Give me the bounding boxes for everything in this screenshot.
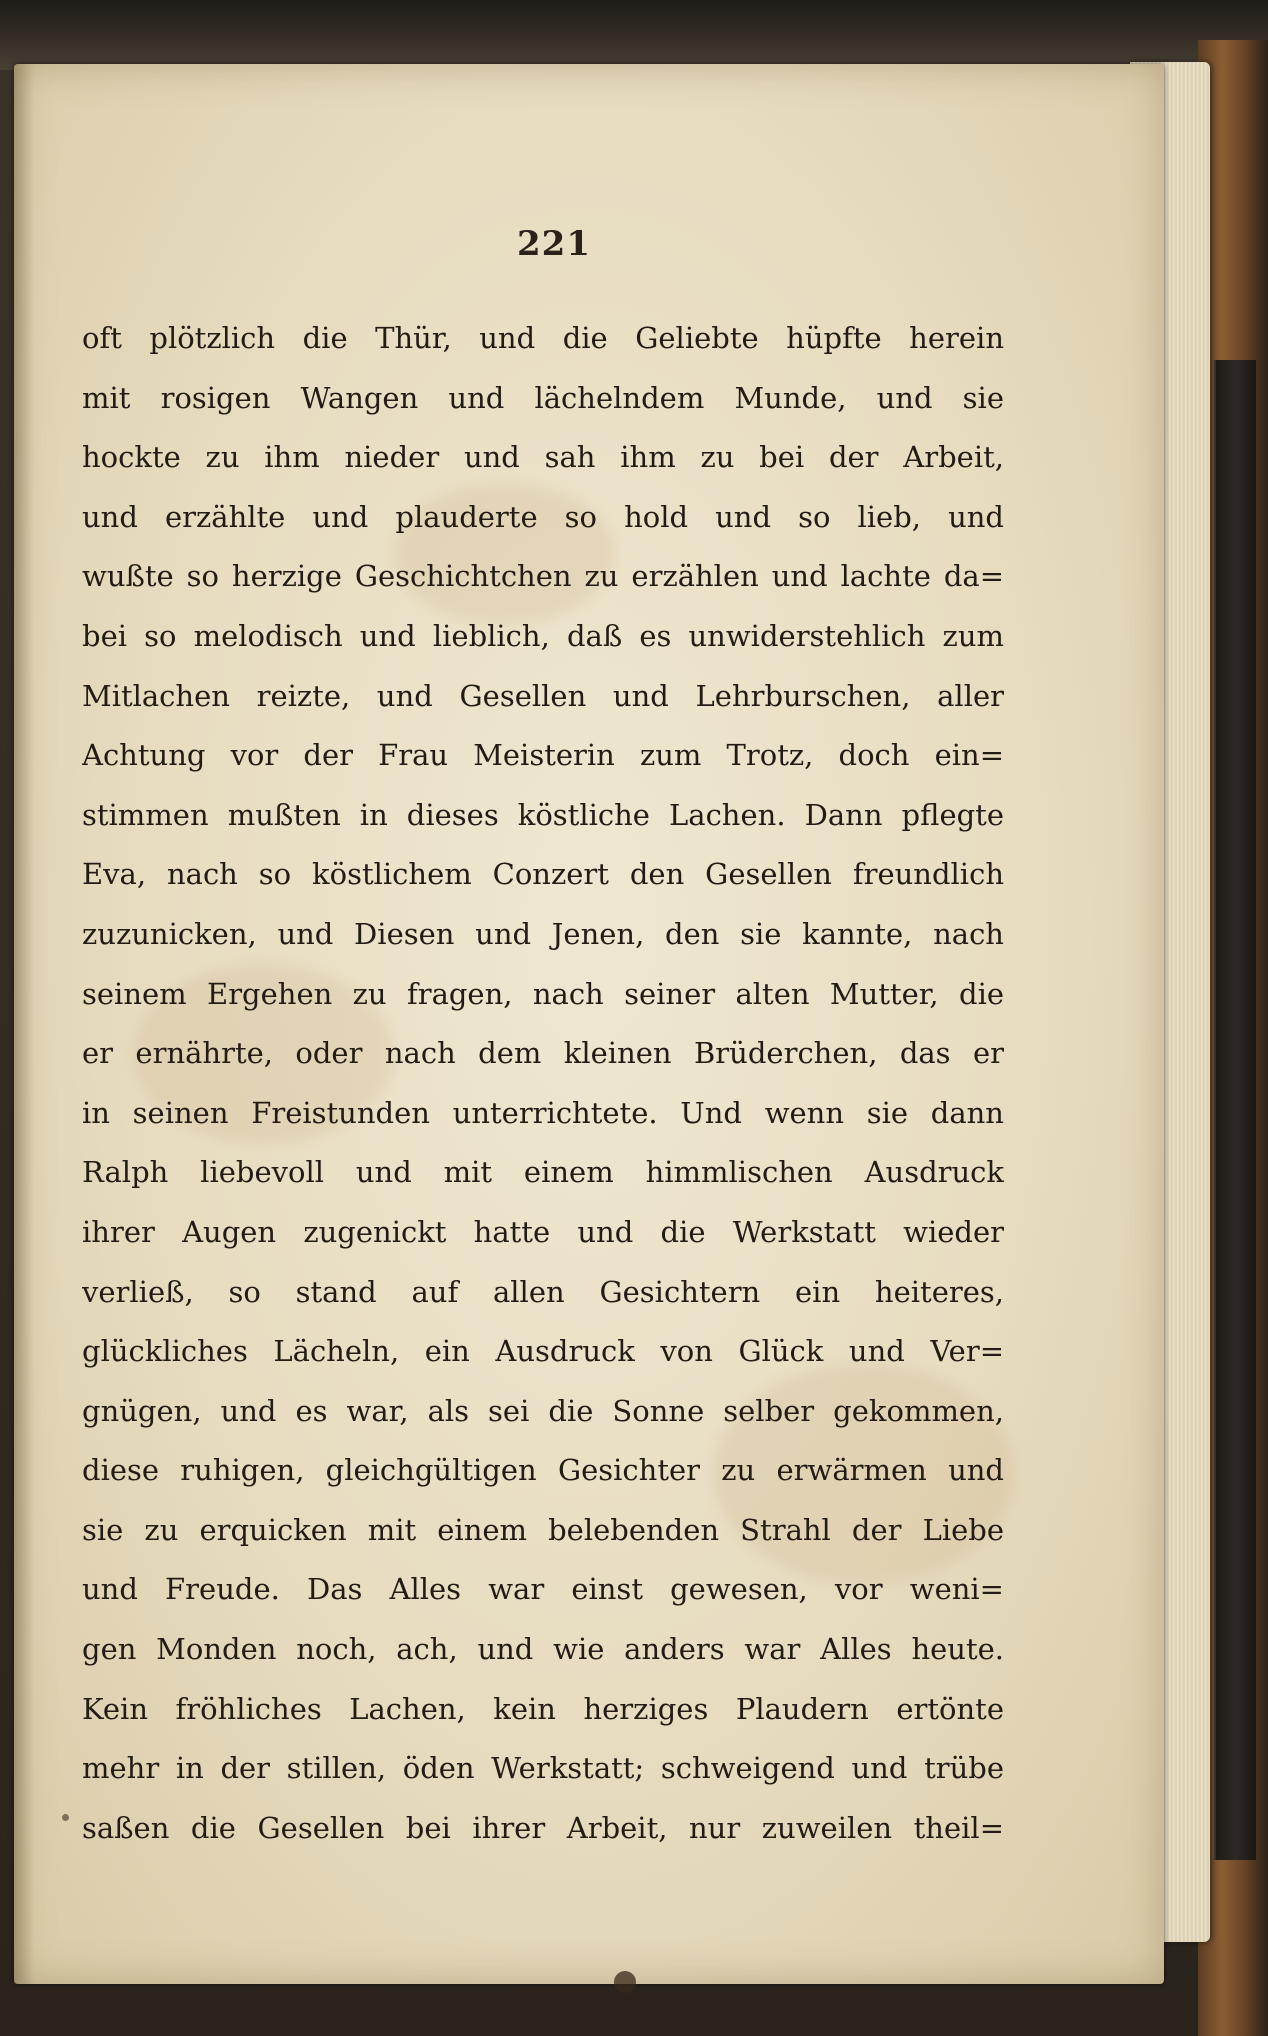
text-line: und Freude. Das Alles war einst gewesen, vor weni= [82,1572,1004,1607]
text-line: Eva, nach so köstlichem Conzert den Gesellen freundlich [82,857,1004,892]
text-line: ihrer Augen zugenickt hatte und die Werkstatt wieder [82,1214,1004,1249]
text-line: hockte zu ihm nieder und sah ihm zu bei der Arbeit, [82,440,1004,475]
text-line: mit rosigen Wangen und lächelndem Munde, und sie [82,380,1004,415]
text-line: saßen die Gesellen bei ihrer Arbeit, nur zuweilen theil= [82,1810,1004,1845]
book-cover-inner-board [1214,360,1256,1860]
ink-speck [62,1814,69,1821]
text-line: sie zu erquicken mit einem belebenden Strahl der Liebe [82,1512,1004,1547]
text-line: oft plötzlich die Thür, und die Geliebte hüpfte herein [82,321,1004,355]
text-line: er ernährte, oder nach dem kleinen Brüderchen, das er [82,1036,1004,1071]
text-line: gnügen, und es war, als sei die Sonne selber gekommen, [82,1393,1004,1428]
text-line: Mitlachen reizte, und Gesellen und Lehrburschen, aller [82,678,1004,713]
text-line: Kein fröhliches Lachen, kein herziges Plaudern ertönte [82,1691,1004,1726]
text-line: Ralph liebevoll und mit einem himmlischen Ausdruck [82,1155,1004,1190]
text-line: zuzunicken, und Diesen und Jenen, den sie kannte, nach [82,916,1004,951]
text-line: diese ruhigen, gleichgültigen Gesichter zu erwärmen und [82,1453,1004,1488]
text-line: bei so melodisch und lieblich, daß es unwiderstehlich zum [82,618,1004,653]
book-page [14,64,1164,1984]
ink-blot-ornament [614,1971,636,1993]
text-line: gen Monden noch, ach, und wie anders war Alles heute. [82,1632,1004,1667]
text-line: mehr in der stillen, öden Werkstatt; schweigend und trübe [82,1751,1004,1786]
text-line: Achtung vor der Frau Meisterin zum Trotz, doch ein= [82,738,1004,773]
text-line: in seinen Freistunden unterrichtete. Und wenn sie dann [82,1095,1004,1130]
text-line: wußte so herzige Geschichtchen zu erzählen und lachte da= [82,559,1004,594]
text-line: seinem Ergehen zu fragen, nach seiner alten Mutter, die [82,976,1004,1011]
text-line: stimmen mußten in dieses köstliche Lachen. Dann pflegte [82,797,1004,832]
body-text [82,309,1004,1858]
page-number: 221 [517,224,591,264]
text-line: und erzählte und plauderte so hold und so lieb, und [82,499,1004,534]
text-line: glückliches Lächeln, ein Ausdruck von Glück und Ver= [82,1334,1004,1369]
book-cover-top-edge [0,0,1268,70]
text-line: verließ, so stand auf allen Gesichtern ein heiteres, [82,1274,1004,1309]
